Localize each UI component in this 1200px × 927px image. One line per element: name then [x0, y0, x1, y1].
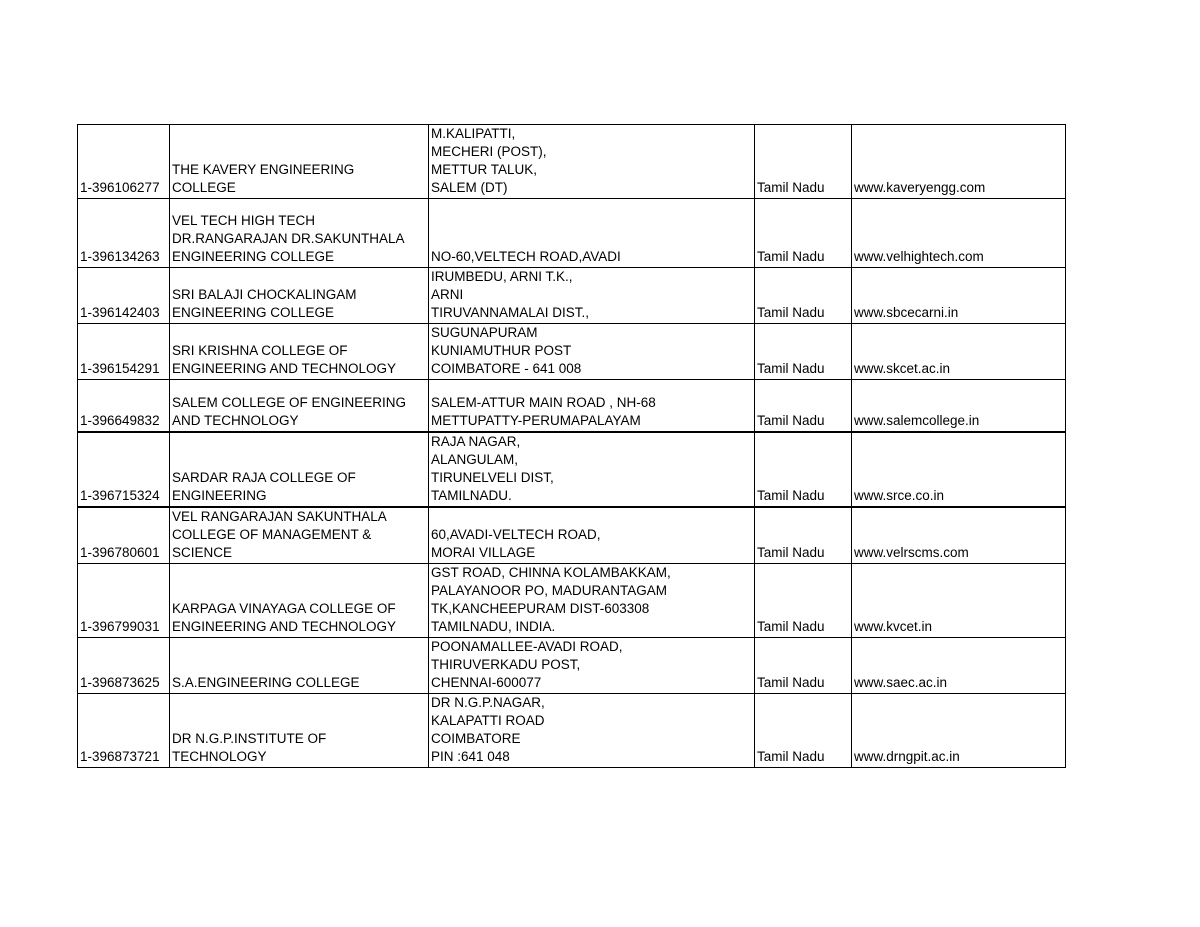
table-row [78, 507, 1066, 564]
college-state-cell: Tamil Nadu [755, 324, 852, 380]
college-state-cell: Tamil Nadu [755, 125, 852, 199]
college-website-cell: www.salemcollege.in [852, 380, 1066, 432]
college-address-cell: IRUMBEDU, ARNI T.K., ARNI TIRUVANNAMALAI DIST., [429, 268, 755, 324]
college-address-cell: NO-60,VELTECH ROAD,AVADI [429, 199, 755, 268]
college-name-cell: KARPAGA VINAYAGA COLLEGE OF ENGINEERING AND TECHNOLOGY [170, 563, 429, 637]
college-website-cell: www.velhightech.com [852, 199, 1066, 268]
college-id-cell: 1-396799031 [78, 563, 170, 637]
college-state-cell: Tamil Nadu [755, 432, 852, 507]
college-table [77, 124, 1066, 768]
college-website-cell: www.drngpit.ac.in [852, 693, 1066, 767]
college-name-cell: S.A.ENGINEERING COLLEGE [170, 637, 429, 693]
college-address-cell: 60,AVADI-VELTECH ROAD, MORAI VILLAGE [429, 507, 755, 564]
table-row [78, 563, 1066, 637]
college-id-cell: 1-396873721 [78, 693, 170, 767]
college-address-cell: SALEM-ATTUR MAIN ROAD , NH-68 METTUPATTY-PERUMAPALAYAM [429, 380, 755, 432]
college-id-cell: 1-396715324 [78, 432, 170, 507]
table-row [78, 324, 1066, 380]
college-state-cell: Tamil Nadu [755, 380, 852, 432]
college-id-cell: 1-396154291 [78, 324, 170, 380]
table-row [78, 268, 1066, 324]
college-website-cell: www.skcet.ac.in [852, 324, 1066, 380]
college-website-cell: www.srce.co.in [852, 432, 1066, 507]
college-address-cell: POONAMALLEE-AVADI ROAD, THIRUVERKADU POST, CHENNAI-600077 [429, 637, 755, 693]
college-state-cell: Tamil Nadu [755, 199, 852, 268]
table-row [78, 125, 1066, 199]
college-address-cell: RAJA NAGAR, ALANGULAM, TIRUNELVELI DIST, TAMILNADU. [429, 432, 755, 507]
college-website-cell: www.saec.ac.in [852, 637, 1066, 693]
college-id-cell: 1-396649832 [78, 380, 170, 432]
college-state-cell: Tamil Nadu [755, 637, 852, 693]
college-address-cell: SUGUNAPURAM KUNIAMUTHUR POST COIMBATORE - 641 008 [429, 324, 755, 380]
college-address-cell: M.KALIPATTI, MECHERI (POST), METTUR TALUK, SALEM (DT) [429, 125, 755, 199]
college-address-cell: DR N.G.P.NAGAR, KALAPATTI ROAD COIMBATORE PIN :641 048 [429, 693, 755, 767]
college-state-cell: Tamil Nadu [755, 268, 852, 324]
college-id-cell: 1-396142403 [78, 268, 170, 324]
table-row [78, 432, 1066, 507]
table-row [78, 693, 1066, 767]
table-row [78, 199, 1066, 268]
college-state-cell: Tamil Nadu [755, 563, 852, 637]
college-name-cell: SALEM COLLEGE OF ENGINEERING AND TECHNOLOGY [170, 380, 429, 432]
college-website-cell: www.kvcet.in [852, 563, 1066, 637]
college-name-cell: SARDAR RAJA COLLEGE OF ENGINEERING [170, 432, 429, 507]
college-state-cell: Tamil Nadu [755, 507, 852, 564]
college-name-cell: DR N.G.P.INSTITUTE OF TECHNOLOGY [170, 693, 429, 767]
college-id-cell: 1-396134263 [78, 199, 170, 268]
college-id-cell: 1-396780601 [78, 507, 170, 564]
college-name-cell: VEL TECH HIGH TECH DR.RANGARAJAN DR.SAKUNTHALA ENGINEERING COLLEGE [170, 199, 429, 268]
college-address-cell: GST ROAD, CHINNA KOLAMBAKKAM, PALAYANOOR PO, MADURANTAGAM TK,KANCHEEPURAM DIST-603308 TAMILNADU, INDIA. [429, 563, 755, 637]
college-website-cell: www.sbcecarni.in [852, 268, 1066, 324]
college-id-cell: 1-396106277 [78, 125, 170, 199]
college-website-cell: www.kaveryengg.com [852, 125, 1066, 199]
college-name-cell: SRI BALAJI CHOCKALINGAM ENGINEERING COLLEGE [170, 268, 429, 324]
college-table-body [78, 125, 1066, 768]
college-id-cell: 1-396873625 [78, 637, 170, 693]
college-name-cell: SRI KRISHNA COLLEGE OF ENGINEERING AND TECHNOLOGY [170, 324, 429, 380]
college-website-cell: www.velrscms.com [852, 507, 1066, 564]
college-name-cell: THE KAVERY ENGINEERING COLLEGE [170, 125, 429, 199]
table-row [78, 637, 1066, 693]
college-name-cell: VEL RANGARAJAN SAKUNTHALA COLLEGE OF MANAGEMENT & SCIENCE [170, 507, 429, 564]
college-state-cell: Tamil Nadu [755, 693, 852, 767]
table-row [78, 380, 1066, 432]
